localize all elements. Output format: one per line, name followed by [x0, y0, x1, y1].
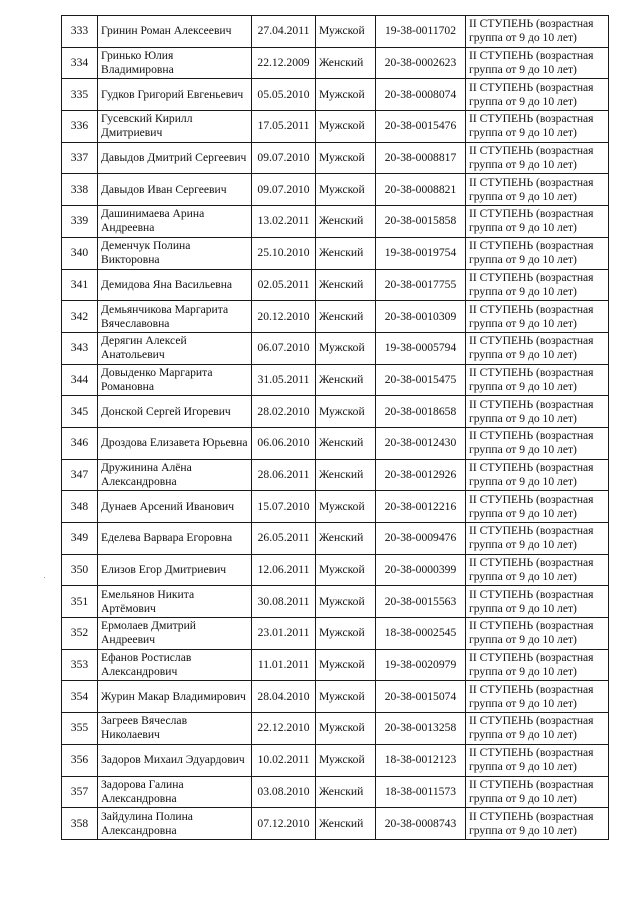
- participant-id-cell: 18-38-0011573: [376, 776, 466, 808]
- table-row: [62, 713, 609, 745]
- table-row: [62, 269, 609, 301]
- row-number-cell: 351: [62, 586, 98, 618]
- table-row: [62, 364, 609, 396]
- row-number-cell: 344: [62, 364, 98, 396]
- row-number-cell: 345: [62, 396, 98, 428]
- gender-cell: Женский: [316, 301, 376, 333]
- participant-id-cell: 20-38-0008821: [376, 174, 466, 206]
- birth-date-cell: 05.05.2010: [252, 79, 316, 111]
- table-row: [62, 142, 609, 174]
- gender-cell: Женский: [316, 206, 376, 238]
- row-number-cell: 358: [62, 808, 98, 840]
- birth-date-cell: 22.12.2010: [252, 713, 316, 745]
- birth-date-cell: 26.05.2011: [252, 523, 316, 555]
- row-number-cell: 342: [62, 301, 98, 333]
- row-number-cell: 334: [62, 47, 98, 79]
- gender-cell: Женский: [316, 427, 376, 459]
- participant-id-cell: 20-38-0013258: [376, 713, 466, 745]
- participant-name-cell: Еделева Варвара Егоровна: [98, 523, 252, 555]
- table-row: [62, 174, 609, 206]
- gender-cell: Женский: [316, 808, 376, 840]
- table-row: [62, 459, 609, 491]
- participant-name-cell: Гринько Юлия Владимировна: [98, 47, 252, 79]
- table-row: [62, 618, 609, 650]
- level-group-cell: II СТУПЕНЬ (возрастная группа от 9 до 10 лет): [466, 174, 609, 206]
- participant-name-cell: Дерягин Алексей Анатольевич: [98, 332, 252, 364]
- participant-id-cell: 19-38-0011702: [376, 16, 466, 48]
- gender-cell: Женский: [316, 237, 376, 269]
- participant-name-cell: Гудков Григорий Евгеньевич: [98, 79, 252, 111]
- level-group-cell: II СТУПЕНЬ (возрастная группа от 9 до 10 лет): [466, 16, 609, 48]
- registry-table-body: [62, 16, 609, 840]
- birth-date-cell: 07.12.2010: [252, 808, 316, 840]
- gender-cell: Мужской: [316, 586, 376, 618]
- birth-date-cell: 20.12.2010: [252, 301, 316, 333]
- birth-date-cell: 15.07.2010: [252, 491, 316, 523]
- participant-id-cell: 18-38-0002545: [376, 618, 466, 650]
- birth-date-cell: 30.08.2011: [252, 586, 316, 618]
- level-group-cell: II СТУПЕНЬ (возрастная группа от 9 до 10 лет): [466, 47, 609, 79]
- table-row: [62, 332, 609, 364]
- row-number-cell: 349: [62, 523, 98, 555]
- participant-id-cell: 19-38-0005794: [376, 332, 466, 364]
- participant-name-cell: Елизов Егор Дмитриевич: [98, 554, 252, 586]
- birth-date-cell: 28.02.2010: [252, 396, 316, 428]
- row-number-cell: 338: [62, 174, 98, 206]
- participant-name-cell: Ермолаев Дмитрий Андреевич: [98, 618, 252, 650]
- participant-name-cell: Задоров Михаил Эдуардович: [98, 744, 252, 776]
- row-number-cell: 354: [62, 681, 98, 713]
- table-row: [62, 79, 609, 111]
- table-row: [62, 649, 609, 681]
- table-row: [62, 744, 609, 776]
- birth-date-cell: 06.06.2010: [252, 427, 316, 459]
- participant-name-cell: Журин Макар Владимирович: [98, 681, 252, 713]
- birth-date-cell: 31.05.2011: [252, 364, 316, 396]
- birth-date-cell: 22.12.2009: [252, 47, 316, 79]
- table-row: [62, 586, 609, 618]
- birth-date-cell: 25.10.2010: [252, 237, 316, 269]
- participant-id-cell: 19-38-0020979: [376, 649, 466, 681]
- birth-date-cell: 03.08.2010: [252, 776, 316, 808]
- participant-name-cell: Емельянов Никита Артёмович: [98, 586, 252, 618]
- row-number-cell: 333: [62, 16, 98, 48]
- gender-cell: Женский: [316, 269, 376, 301]
- birth-date-cell: 02.05.2011: [252, 269, 316, 301]
- table-row: [62, 111, 609, 143]
- participant-id-cell: 18-38-0012123: [376, 744, 466, 776]
- level-group-cell: II СТУПЕНЬ (возрастная группа от 9 до 10 лет): [466, 744, 609, 776]
- row-number-cell: 336: [62, 111, 98, 143]
- participant-name-cell: Загреев Вячеслав Николаевич: [98, 713, 252, 745]
- participant-name-cell: Дроздова Елизавета Юрьевна: [98, 427, 252, 459]
- participant-name-cell: Задорова Галина Александровна: [98, 776, 252, 808]
- row-number-cell: 348: [62, 491, 98, 523]
- participant-id-cell: 20-38-0015476: [376, 111, 466, 143]
- level-group-cell: II СТУПЕНЬ (возрастная группа от 9 до 10 лет): [466, 142, 609, 174]
- gender-cell: Мужской: [316, 79, 376, 111]
- birth-date-cell: 13.02.2011: [252, 206, 316, 238]
- level-group-cell: II СТУПЕНЬ (возрастная группа от 9 до 10 лет): [466, 554, 609, 586]
- level-group-cell: II СТУПЕНЬ (возрастная группа от 9 до 10 лет): [466, 586, 609, 618]
- level-group-cell: II СТУПЕНЬ (возрастная группа от 9 до 10 лет): [466, 427, 609, 459]
- row-number-cell: 356: [62, 744, 98, 776]
- gender-cell: Мужской: [316, 142, 376, 174]
- birth-date-cell: 23.01.2011: [252, 618, 316, 650]
- table-row: [62, 681, 609, 713]
- gender-cell: Мужской: [316, 618, 376, 650]
- gender-cell: Мужской: [316, 713, 376, 745]
- participant-id-cell: 20-38-0009476: [376, 523, 466, 555]
- row-number-cell: 353: [62, 649, 98, 681]
- row-number-cell: 337: [62, 142, 98, 174]
- participant-id-cell: 20-38-0015858: [376, 206, 466, 238]
- participant-id-cell: 20-38-0012216: [376, 491, 466, 523]
- participant-id-cell: 20-38-0012430: [376, 427, 466, 459]
- gender-cell: Женский: [316, 459, 376, 491]
- birth-date-cell: 10.02.2011: [252, 744, 316, 776]
- participant-id-cell: 20-38-0015074: [376, 681, 466, 713]
- level-group-cell: II СТУПЕНЬ (возрастная группа от 9 до 10 лет): [466, 237, 609, 269]
- birth-date-cell: 09.07.2010: [252, 142, 316, 174]
- row-number-cell: 357: [62, 776, 98, 808]
- row-number-cell: 343: [62, 332, 98, 364]
- level-group-cell: II СТУПЕНЬ (возрастная группа от 9 до 10 лет): [466, 649, 609, 681]
- participant-name-cell: Дружинина Алёна Александровна: [98, 459, 252, 491]
- row-number-cell: 350: [62, 554, 98, 586]
- gender-cell: Мужской: [316, 16, 376, 48]
- gender-cell: Женский: [316, 364, 376, 396]
- participant-name-cell: Демьянчикова Маргарита Вячеславовна: [98, 301, 252, 333]
- participant-name-cell: Демидова Яна Васильевна: [98, 269, 252, 301]
- level-group-cell: II СТУПЕНЬ (возрастная группа от 9 до 10 лет): [466, 776, 609, 808]
- table-row: [62, 16, 609, 48]
- level-group-cell: II СТУПЕНЬ (возрастная группа от 9 до 10 лет): [466, 808, 609, 840]
- gender-cell: Мужской: [316, 649, 376, 681]
- gender-cell: Женский: [316, 47, 376, 79]
- level-group-cell: II СТУПЕНЬ (возрастная группа от 9 до 10 лет): [466, 79, 609, 111]
- birth-date-cell: 06.07.2010: [252, 332, 316, 364]
- participant-name-cell: Гринин Роман Алексеевич: [98, 16, 252, 48]
- table-row: [62, 427, 609, 459]
- level-group-cell: II СТУПЕНЬ (возрастная группа от 9 до 10 лет): [466, 713, 609, 745]
- gender-cell: Мужской: [316, 396, 376, 428]
- gender-cell: Мужской: [316, 554, 376, 586]
- participant-name-cell: Зайдулина Полина Александровна: [98, 808, 252, 840]
- table-row: [62, 776, 609, 808]
- participant-id-cell: 20-38-0018658: [376, 396, 466, 428]
- row-number-cell: 335: [62, 79, 98, 111]
- table-row: [62, 301, 609, 333]
- gender-cell: Мужской: [316, 491, 376, 523]
- table-row: [62, 523, 609, 555]
- level-group-cell: II СТУПЕНЬ (возрастная группа от 9 до 10 лет): [466, 618, 609, 650]
- participant-id-cell: 20-38-0015563: [376, 586, 466, 618]
- table-row: [62, 396, 609, 428]
- level-group-cell: II СТУПЕНЬ (возрастная группа от 9 до 10 лет): [466, 269, 609, 301]
- level-group-cell: II СТУПЕНЬ (возрастная группа от 9 до 10 лет): [466, 459, 609, 491]
- participant-name-cell: Дашинимаева Арина Андреевна: [98, 206, 252, 238]
- participant-id-cell: 20-38-0000399: [376, 554, 466, 586]
- participant-name-cell: Гусевский Кирилл Дмитриевич: [98, 111, 252, 143]
- row-number-cell: 352: [62, 618, 98, 650]
- birth-date-cell: 12.06.2011: [252, 554, 316, 586]
- participant-id-cell: 20-38-0017755: [376, 269, 466, 301]
- birth-date-cell: 27.04.2011: [252, 16, 316, 48]
- participant-name-cell: Давыдов Дмитрий Сергеевич: [98, 142, 252, 174]
- participant-id-cell: 20-38-0002623: [376, 47, 466, 79]
- level-group-cell: II СТУПЕНЬ (возрастная группа от 9 до 10 лет): [466, 681, 609, 713]
- participant-name-cell: Донской Сергей Игоревич: [98, 396, 252, 428]
- participant-id-cell: 19-38-0019754: [376, 237, 466, 269]
- participant-id-cell: 20-38-0008743: [376, 808, 466, 840]
- row-number-cell: 341: [62, 269, 98, 301]
- birth-date-cell: 28.04.2010: [252, 681, 316, 713]
- gender-cell: Женский: [316, 523, 376, 555]
- participant-name-cell: Деменчук Полина Викторовна: [98, 237, 252, 269]
- participant-id-cell: 20-38-0008074: [376, 79, 466, 111]
- table-row: [62, 206, 609, 238]
- participant-id-cell: 20-38-0008817: [376, 142, 466, 174]
- row-number-cell: 355: [62, 713, 98, 745]
- level-group-cell: II СТУПЕНЬ (возрастная группа от 9 до 10 лет): [466, 111, 609, 143]
- birth-date-cell: 09.07.2010: [252, 174, 316, 206]
- birth-date-cell: 17.05.2011: [252, 111, 316, 143]
- level-group-cell: II СТУПЕНЬ (возрастная группа от 9 до 10 лет): [466, 301, 609, 333]
- participant-name-cell: Довыденко Маргарита Романовна: [98, 364, 252, 396]
- gender-cell: Мужской: [316, 111, 376, 143]
- birth-date-cell: 28.06.2011: [252, 459, 316, 491]
- participant-name-cell: Давыдов Иван Сергеевич: [98, 174, 252, 206]
- row-number-cell: 339: [62, 206, 98, 238]
- participant-name-cell: Ефанов Ростислав Александрович: [98, 649, 252, 681]
- participant-id-cell: 20-38-0015475: [376, 364, 466, 396]
- participant-id-cell: 20-38-0012926: [376, 459, 466, 491]
- birth-date-cell: 11.01.2011: [252, 649, 316, 681]
- participant-name-cell: Дунаев Арсений Иванович: [98, 491, 252, 523]
- level-group-cell: II СТУПЕНЬ (возрастная группа от 9 до 10 лет): [466, 206, 609, 238]
- table-row: [62, 554, 609, 586]
- table-row: [62, 808, 609, 840]
- row-number-cell: 346: [62, 427, 98, 459]
- level-group-cell: II СТУПЕНЬ (возрастная группа от 9 до 10 лет): [466, 332, 609, 364]
- gender-cell: Мужской: [316, 174, 376, 206]
- participant-id-cell: 20-38-0010309: [376, 301, 466, 333]
- gender-cell: Мужской: [316, 681, 376, 713]
- registry-table: [61, 15, 609, 840]
- level-group-cell: II СТУПЕНЬ (возрастная группа от 9 до 10 лет): [466, 523, 609, 555]
- gender-cell: Женский: [316, 776, 376, 808]
- level-group-cell: II СТУПЕНЬ (возрастная группа от 9 до 10 лет): [466, 396, 609, 428]
- table-row: [62, 47, 609, 79]
- level-group-cell: II СТУПЕНЬ (возрастная группа от 9 до 10 лет): [466, 364, 609, 396]
- margin-dot: [44, 577, 45, 578]
- table-row: [62, 491, 609, 523]
- row-number-cell: 340: [62, 237, 98, 269]
- row-number-cell: 347: [62, 459, 98, 491]
- table-row: [62, 237, 609, 269]
- gender-cell: Мужской: [316, 744, 376, 776]
- level-group-cell: II СТУПЕНЬ (возрастная группа от 9 до 10 лет): [466, 491, 609, 523]
- gender-cell: Мужской: [316, 332, 376, 364]
